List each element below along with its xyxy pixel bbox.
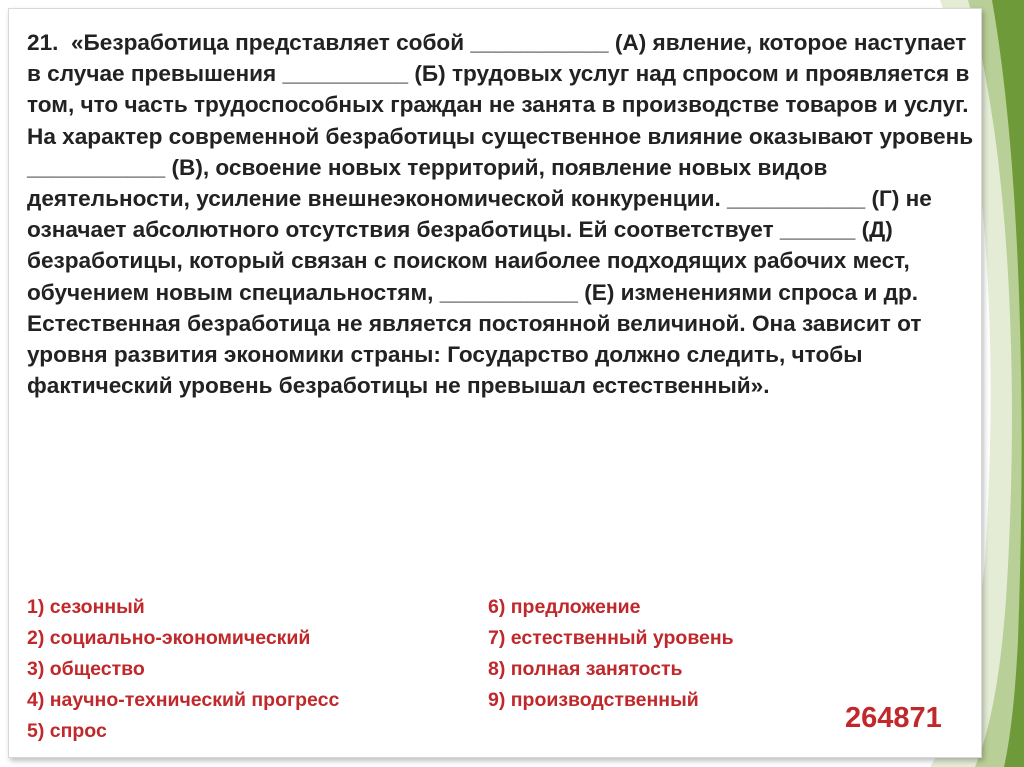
option-2: 2) социально-экономический — [27, 627, 311, 649]
answer-options-left — [27, 592, 477, 747]
option-7: 7) естественный уровень — [488, 627, 734, 649]
question-number: 21. — [27, 30, 59, 55]
option-6: 6) предложение — [488, 596, 641, 618]
question-text — [27, 27, 977, 401]
option-9: 9) производственный — [488, 689, 699, 711]
question-body: «Безработица представляет собой ___________ (А) явление, которое наступает в случае превышения __________ (Б) трудовых услуг над спросом и проявляется в том, что часть трудоспособных граждан не занята в производстве товаров и услуг. На характер современной безработицы существенное влияние оказывают уровень ___________ (В), освоение новых территорий, появление новых видов деятельности, усиление внешнеэкономической конкуренции. ___________ (Г) не означает абсолютного отсутствия безработицы. Ей соответствует ______ (Д) безработицы, который связан с поиском наиболее подходящих рабочих мест, обучением новым специальностям, ___________ (Е) изменениями спроса и др. Естественная безработица не является постоянной величиной. Она зависит от уровня развития экономики страны: Государство должно следить, чтобы фактический уровень безработицы не превышал естественный». — [27, 30, 974, 399]
option-5: 5) спрос — [27, 720, 107, 742]
option-4: 4) научно-технический прогресс — [27, 689, 340, 711]
option-8: 8) полная занятость — [488, 658, 683, 680]
option-3: 3) общество — [27, 658, 145, 680]
answer-options-right — [488, 592, 938, 716]
answer-code: 264871 — [845, 702, 942, 734]
option-1: 1) сезонный — [27, 596, 145, 618]
